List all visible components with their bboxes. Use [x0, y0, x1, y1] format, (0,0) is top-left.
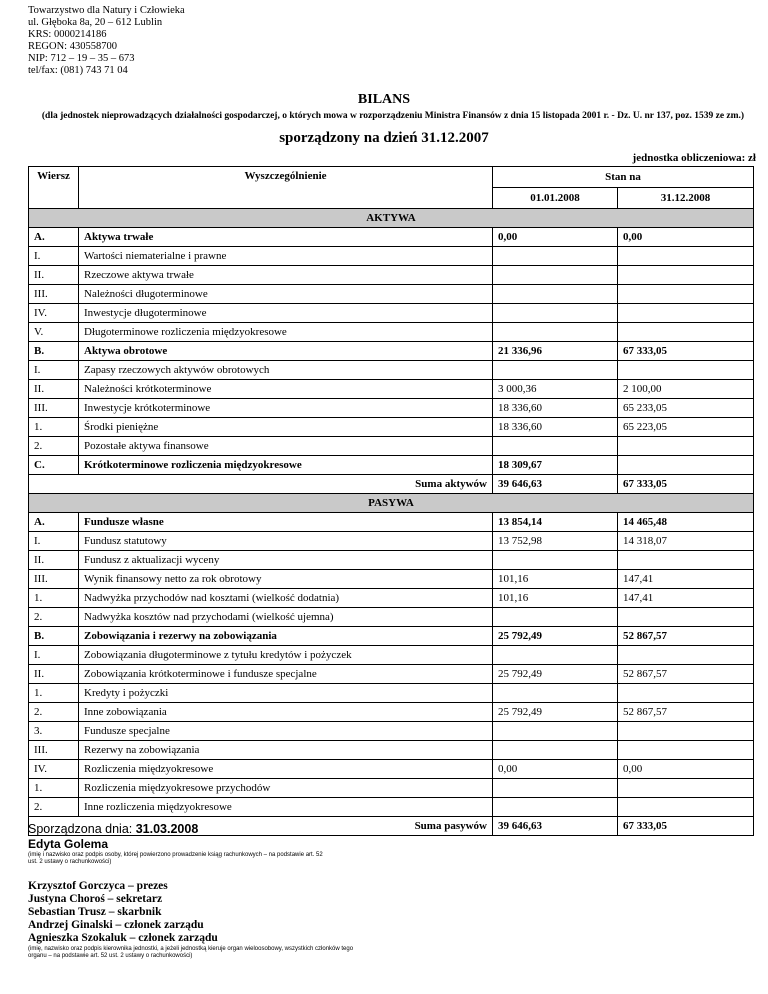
row-value-col1: 3 000,36 [493, 380, 618, 399]
row-value-col1: 25 792,49 [493, 703, 618, 722]
table-row [29, 646, 754, 665]
row-id: 1. [29, 779, 79, 798]
row-value-col2: 52 867,57 [618, 665, 754, 684]
preparer-note: (imię i nazwisko oraz podpis osoby, której powierzono prowadzenie ksiąg rachunkowych – na podstawie art. 52 ust. 2 ustawy o rachunkowości) [28, 852, 323, 865]
row-label: Fundusze specjalne [79, 722, 493, 741]
row-id: II. [29, 665, 79, 684]
row-value-col1 [493, 266, 618, 285]
row-value-col2 [618, 646, 754, 665]
table-row [29, 456, 754, 475]
row-id: 1. [29, 684, 79, 703]
header-wyszczegolnienie: Wyszczególnienie [79, 167, 493, 209]
row-label: Należności krótkoterminowe [79, 380, 493, 399]
row-label: Długoterminowe rozliczenia międzyokresowe [79, 323, 493, 342]
row-label: Inwestycje krótkoterminowe [79, 399, 493, 418]
row-value-col2 [618, 608, 754, 627]
row-id: III. [29, 741, 79, 760]
table-row [29, 608, 754, 627]
row-value-col1: 18 336,60 [493, 399, 618, 418]
row-label: Środki pieniężne [79, 418, 493, 437]
org-regon: REGON: 430558700 [28, 41, 117, 52]
table-row [29, 513, 754, 532]
row-label: Zobowiązania długoterminowe z tytułu kredytów i pożyczek [79, 646, 493, 665]
table-row [29, 532, 754, 551]
unit-note: jednostka obliczeniowa: zł [632, 152, 756, 164]
row-value-col1: 0,00 [493, 760, 618, 779]
row-value-col2 [618, 779, 754, 798]
row-value-col1: 25 792,49 [493, 665, 618, 684]
header-wiersz: Wiersz [29, 167, 79, 209]
row-value-col2: 147,41 [618, 570, 754, 589]
row-value-col2: 0,00 [618, 760, 754, 779]
aktywa-sum-row [29, 475, 754, 494]
aktywa-section-header [29, 209, 754, 228]
org-address: ul. Głęboka 8a, 20 – 612 Lublin [28, 17, 163, 28]
org-tel: tel/fax: (081) 743 71 04 [28, 65, 128, 76]
table-row [29, 228, 754, 247]
header-stan-na: Stan na [493, 167, 754, 188]
prepared-line [28, 822, 358, 836]
row-value-col1 [493, 608, 618, 627]
row-value-col2: 52 867,57 [618, 703, 754, 722]
row-id: 3. [29, 722, 79, 741]
row-value-col1 [493, 741, 618, 760]
row-id: III. [29, 399, 79, 418]
table-row [29, 551, 754, 570]
pasywa-sum-col1: 39 646,63 [493, 817, 618, 836]
row-label: Zapasy rzeczowych aktywów obrotowych [79, 361, 493, 380]
row-label: Należności długoterminowe [79, 285, 493, 304]
row-value-col2 [618, 304, 754, 323]
row-value-col1 [493, 646, 618, 665]
row-id: I. [29, 532, 79, 551]
row-value-col1 [493, 304, 618, 323]
row-value-col1 [493, 247, 618, 266]
row-value-col1: 101,16 [493, 570, 618, 589]
table-row [29, 266, 754, 285]
row-id: IV. [29, 760, 79, 779]
org-nip: NIP: 712 – 19 – 35 – 673 [28, 53, 135, 64]
row-value-col2: 52 867,57 [618, 627, 754, 646]
row-value-col1: 18 336,60 [493, 418, 618, 437]
row-label: Pozostałe aktywa finansowe [79, 437, 493, 456]
table-row [29, 798, 754, 817]
row-label: Inne rozliczenia międzyokresowe [79, 798, 493, 817]
row-id: II. [29, 266, 79, 285]
board-member: Sebastian Trusz – skarbnik [28, 906, 162, 918]
row-value-col2 [618, 684, 754, 703]
row-id: C. [29, 456, 79, 475]
row-label: Nadwyżka przychodów nad kosztami (wielkość dodatnia) [79, 589, 493, 608]
aktywa-title: AKTYWA [29, 209, 754, 228]
row-value-col1 [493, 722, 618, 741]
table-row [29, 779, 754, 798]
board-member: Agnieszka Szokaluk – członek zarządu [28, 932, 218, 944]
table-row [29, 304, 754, 323]
row-id: 2. [29, 608, 79, 627]
document-title: BILANS [357, 92, 411, 107]
prepared-date: 31.03.2008 [135, 822, 199, 836]
board-member: Justyna Choroś – sekretarz [28, 893, 163, 905]
row-id: I. [29, 361, 79, 380]
row-value-col2: 67 333,05 [618, 342, 754, 361]
header-col2: 31.12.2008 [618, 188, 754, 209]
row-id: B. [29, 627, 79, 646]
table-row [29, 247, 754, 266]
row-value-col1: 0,00 [493, 228, 618, 247]
footer [28, 822, 358, 960]
row-value-col1: 25 792,49 [493, 627, 618, 646]
row-value-col2: 65 223,05 [618, 418, 754, 437]
table-row [29, 722, 754, 741]
table-row [29, 437, 754, 456]
row-id: A. [29, 513, 79, 532]
row-value-col2 [618, 323, 754, 342]
row-value-col1 [493, 798, 618, 817]
row-value-col1: 21 336,96 [493, 342, 618, 361]
row-label: Inwestycje długoterminowe [79, 304, 493, 323]
table-row [29, 285, 754, 304]
table-row [29, 665, 754, 684]
row-label: Fundusze własne [79, 513, 493, 532]
row-label: Aktywa trwałe [79, 228, 493, 247]
table-row [29, 760, 754, 779]
row-value-col1: 101,16 [493, 589, 618, 608]
row-id: V. [29, 323, 79, 342]
row-value-col2: 14 318,07 [618, 532, 754, 551]
table-row [29, 703, 754, 722]
row-value-col2 [618, 722, 754, 741]
row-id: III. [29, 570, 79, 589]
row-id: 1. [29, 589, 79, 608]
table-row [29, 589, 754, 608]
row-id: 2. [29, 437, 79, 456]
row-label: Rzeczowe aktywa trwałe [79, 266, 493, 285]
row-value-col2 [618, 285, 754, 304]
row-id: I. [29, 247, 79, 266]
row-id: I. [29, 646, 79, 665]
row-value-col2: 14 465,48 [618, 513, 754, 532]
pasywa-sum-label: Suma pasywów [29, 817, 493, 836]
table-row [29, 418, 754, 437]
pasywa-sum-col2: 67 333,05 [618, 817, 754, 836]
row-value-col1 [493, 551, 618, 570]
aktywa-sum-col2: 67 333,05 [618, 475, 754, 494]
row-label: Zobowiązania i rezerwy na zobowiązania [79, 627, 493, 646]
preparer-name: Edyta Golema [28, 837, 109, 851]
org-name: Towarzystwo dla Natury i Człowieka [28, 5, 185, 16]
row-value-col1 [493, 361, 618, 380]
table-row [29, 342, 754, 361]
table-row [29, 323, 754, 342]
row-value-col2 [618, 741, 754, 760]
row-id: 2. [29, 703, 79, 722]
row-value-col1 [493, 323, 618, 342]
row-id: IV. [29, 304, 79, 323]
row-value-col2 [618, 456, 754, 475]
row-label: Fundusz z aktualizacji wyceny [79, 551, 493, 570]
row-label: Kredyty i pożyczki [79, 684, 493, 703]
row-label: Rozliczenia międzyokresowe przychodów [79, 779, 493, 798]
table-row [29, 380, 754, 399]
row-label: Wynik finansowy netto za rok obrotowy [79, 570, 493, 589]
row-value-col1: 13 752,98 [493, 532, 618, 551]
table-row [29, 741, 754, 760]
row-value-col1 [493, 437, 618, 456]
balance-table [28, 166, 754, 836]
row-id: B. [29, 342, 79, 361]
prepared-label: Sporządzona dnia: [28, 822, 136, 836]
board-member: Krzysztof Gorczyca – prezes [28, 880, 168, 892]
row-id: III. [29, 285, 79, 304]
header-row [29, 167, 754, 188]
row-value-col2 [618, 266, 754, 285]
row-label: Aktywa obrotowe [79, 342, 493, 361]
board-note: (imię, nazwisko oraz podpis kierownika jednostki, a jeżeli jednostką kieruje organ wieloosobowy, wszystkich członków tego organu – na podstawie art. 52 ust. 2 ustawy o rachunkowości) [28, 946, 354, 959]
row-value-col2: 0,00 [618, 228, 754, 247]
row-id: A. [29, 228, 79, 247]
row-label: Rezerwy na zobowiązania [79, 741, 493, 760]
row-label: Rozliczenia międzyokresowe [79, 760, 493, 779]
pasywa-section-header [29, 494, 754, 513]
row-value-col1 [493, 684, 618, 703]
table-row [29, 684, 754, 703]
row-value-col1: 13 854,14 [493, 513, 618, 532]
row-value-col2 [618, 551, 754, 570]
row-label: Nadwyżka kosztów nad przychodami (wielkość ujemna) [79, 608, 493, 627]
header-col1: 01.01.2008 [493, 188, 618, 209]
row-label: Inne zobowiązania [79, 703, 493, 722]
row-id: II. [29, 380, 79, 399]
aktywa-sum-label: Suma aktywów [29, 475, 493, 494]
pasywa-title: PASYWA [29, 494, 754, 513]
row-label: Krótkoterminowe rozliczenia międzyokresowe [79, 456, 493, 475]
table-row [29, 570, 754, 589]
row-id: 2. [29, 798, 79, 817]
table-row [29, 399, 754, 418]
row-value-col2 [618, 247, 754, 266]
row-label: Zobowiązania krótkoterminowe i fundusze specjalne [79, 665, 493, 684]
row-value-col2: 65 233,05 [618, 399, 754, 418]
row-value-col2: 147,41 [618, 589, 754, 608]
organization-info [28, 5, 185, 77]
document-date: sporządzony na dzień 31.12.2007 [279, 130, 489, 146]
row-label: Fundusz statutowy [79, 532, 493, 551]
row-value-col1: 18 309,67 [493, 456, 618, 475]
row-value-col2 [618, 361, 754, 380]
row-value-col2 [618, 798, 754, 817]
row-value-col2 [618, 437, 754, 456]
row-value-col2: 2 100,00 [618, 380, 754, 399]
row-id: II. [29, 551, 79, 570]
table-row [29, 361, 754, 380]
board-member: Andrzej Ginalski – członek zarządu [28, 919, 204, 931]
aktywa-sum-col1: 39 646,63 [493, 475, 618, 494]
row-id: 1. [29, 418, 79, 437]
document-subtitle: (dla jednostek nieprowadzących działalności gospodarczej, o których mowa w rozporządzeniu Ministra Finansów z dnia 15 listopada 2001 r. - Dz. U. nr 137, poz. 1539 ze zm.) [41, 111, 745, 121]
board-list [28, 880, 358, 945]
org-krs: KRS: 0000214186 [28, 29, 107, 40]
table-row [29, 627, 754, 646]
row-value-col1 [493, 779, 618, 798]
row-label: Wartości niematerialne i prawne [79, 247, 493, 266]
row-value-col1 [493, 285, 618, 304]
